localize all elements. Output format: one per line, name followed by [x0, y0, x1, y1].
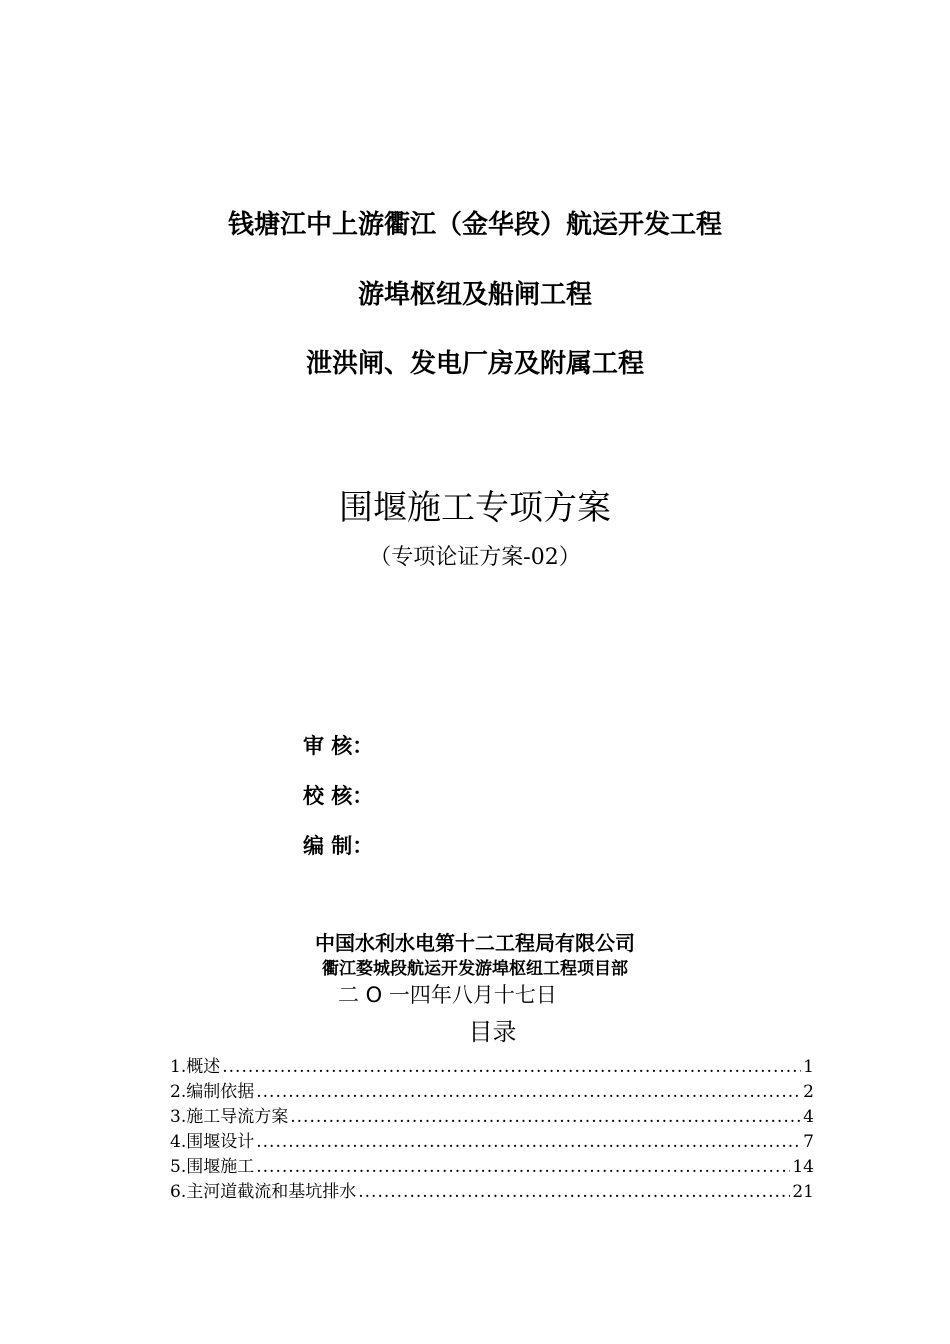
document-date: 二 O 一四年八月十七日 — [338, 983, 557, 1007]
toc-leader-dots — [256, 1130, 801, 1155]
toc-item[interactable] — [170, 1055, 814, 1080]
toc-leader-dots — [290, 1105, 801, 1130]
signature-compile: 编 制： — [303, 834, 374, 858]
toc-item-label: 6.主河道截流和基坑排水 — [170, 1182, 357, 1202]
project-title-line-2: 游埠枢纽及船闸工程 — [357, 280, 592, 310]
toc-item-page: 1 — [803, 1057, 814, 1077]
signature-review: 审 核： — [303, 734, 374, 758]
toc-item-page: 2 — [803, 1082, 814, 1102]
toc-item[interactable] — [170, 1080, 814, 1105]
toc-item-label: 5.围堰施工 — [170, 1157, 255, 1177]
toc-item-page: 4 — [803, 1107, 814, 1127]
toc-item[interactable] — [170, 1155, 814, 1180]
toc-item-page: 7 — [803, 1132, 814, 1152]
toc-leader-dots — [256, 1155, 790, 1180]
toc-heading: 目录 — [468, 1018, 517, 1046]
company-name: 中国水利水电第十二工程局有限公司 — [315, 931, 635, 955]
toc-leader-dots — [222, 1055, 801, 1080]
toc-leader-dots — [358, 1180, 790, 1205]
project-title-line-3: 泄洪闸、发电厂房及附属工程 — [305, 349, 644, 379]
signature-check: 校 核： — [303, 784, 374, 808]
project-department: 衢江婺城段航运开发游埠枢纽工程项目部 — [322, 959, 628, 979]
document-subtitle: （专项论证方案-02） — [369, 545, 581, 570]
toc-item-label: 3.施工导流方案 — [170, 1107, 289, 1127]
toc-item-label: 2.编制依据 — [170, 1082, 255, 1102]
toc-item-label: 4.围堰设计 — [170, 1132, 255, 1152]
table-of-contents — [170, 1055, 814, 1205]
toc-leader-dots — [256, 1080, 801, 1105]
toc-item[interactable] — [170, 1180, 814, 1205]
project-title-line-1: 钱塘江中上游衢江（金华段）航运开发工程 — [227, 210, 722, 240]
document-main-title: 围堰施工专项方案 — [339, 488, 611, 528]
toc-item-label: 1.概述 — [170, 1057, 221, 1077]
toc-item[interactable] — [170, 1105, 814, 1130]
toc-item[interactable] — [170, 1130, 814, 1155]
toc-item-page: 21 — [792, 1182, 814, 1202]
toc-item-page: 14 — [792, 1157, 814, 1177]
